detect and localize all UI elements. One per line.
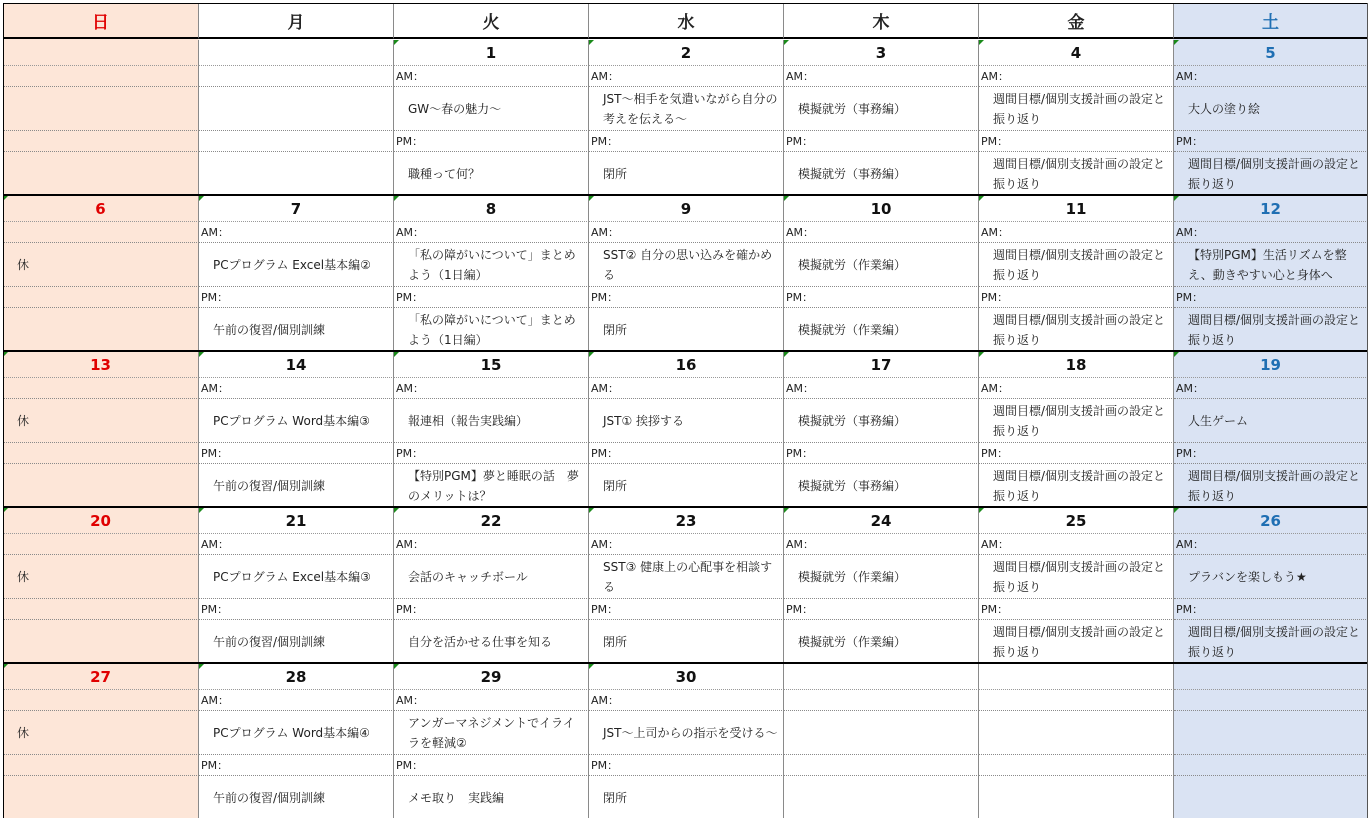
pm-program [199, 152, 394, 196]
pm-program: 週間目標/個別支援計画の設定と振り返り [1174, 152, 1368, 196]
pm-program: 週間目標/個別支援計画の設定と振り返り [1174, 464, 1368, 508]
am-label: AM： [589, 378, 784, 399]
am-program: 【特別PGM】生活リズムを整え、動きやすい心と身体へ [1174, 243, 1368, 287]
day-number [1174, 664, 1368, 690]
day-number: 28 [199, 664, 394, 690]
am-program: 「私の障がいについて」まとめよう（1日編） [394, 243, 589, 287]
am-program: SST② 自分の思い込みを確かめる [589, 243, 784, 287]
closed-marker: 休 [3, 711, 199, 755]
day-number: 30 [589, 664, 784, 690]
am-program [3, 87, 199, 131]
am-program: 週間目標/個別支援計画の設定と振り返り [979, 87, 1174, 131]
cell-note-marker [589, 40, 594, 45]
day-number: 11 [979, 196, 1174, 222]
pm-label: PM： [394, 599, 589, 620]
day-number: 2 [589, 40, 784, 66]
am-label [3, 534, 199, 555]
am-label: AM： [394, 222, 589, 243]
am-label [199, 66, 394, 87]
am-label [1174, 690, 1368, 711]
pm-program: 週間目標/個別支援計画の設定と振り返り [1174, 620, 1368, 664]
am-program [784, 711, 979, 755]
pm-label: PM： [589, 287, 784, 308]
day-number: 23 [589, 508, 784, 534]
am-label: AM： [979, 534, 1174, 555]
pm-label: PM： [199, 287, 394, 308]
day-number: 4 [979, 40, 1174, 66]
pm-program: 閉所 [589, 776, 784, 818]
pm-program: メモ取り 実践編 [394, 776, 589, 818]
pm-label [979, 755, 1174, 776]
am-program: 模擬就労（事務編） [784, 399, 979, 443]
day-number: 18 [979, 352, 1174, 378]
am-program: PCプログラム Excel基本編③ [199, 555, 394, 599]
pm-program: 午前の復習/個別訓練 [199, 464, 394, 508]
am-label [3, 690, 199, 711]
am-program: 人生ゲーム [1174, 399, 1368, 443]
am-label: AM： [589, 690, 784, 711]
am-label [979, 690, 1174, 711]
pm-program: 週間目標/個別支援計画の設定と振り返り [979, 620, 1174, 664]
am-label [784, 690, 979, 711]
pm-program: 週間目標/個別支援計画の設定と振り返り [1174, 308, 1368, 352]
am-label: AM： [784, 378, 979, 399]
cell-note-marker [979, 508, 984, 513]
pm-label: PM： [784, 599, 979, 620]
pm-program [979, 776, 1174, 818]
pm-program: 閉所 [589, 620, 784, 664]
pm-label: PM： [394, 287, 589, 308]
day-number: 19 [1174, 352, 1368, 378]
pm-label: PM： [394, 443, 589, 464]
weekday-sun: 日 [3, 3, 199, 39]
day-number: 29 [394, 664, 589, 690]
pm-label: PM： [1174, 443, 1368, 464]
cell-note-marker [394, 196, 399, 201]
pm-label: PM： [1174, 599, 1368, 620]
cell-note-marker [199, 196, 204, 201]
am-program: 週間目標/個別支援計画の設定と振り返り [979, 555, 1174, 599]
day-number: 21 [199, 508, 394, 534]
pm-program [3, 464, 199, 508]
weekday-tue: 火 [394, 3, 589, 39]
cell-note-marker [784, 40, 789, 45]
weekday-fri: 金 [979, 3, 1174, 39]
cell-note-marker [589, 352, 594, 357]
pm-label [3, 755, 199, 776]
pm-label: PM： [979, 287, 1174, 308]
pm-label [3, 599, 199, 620]
am-program: 模擬就労（事務編） [784, 87, 979, 131]
cell-note-marker [784, 508, 789, 513]
pm-label [3, 287, 199, 308]
pm-program: 閉所 [589, 152, 784, 196]
am-label: AM： [979, 378, 1174, 399]
am-label [3, 378, 199, 399]
pm-program: 週間目標/個別支援計画の設定と振り返り [979, 464, 1174, 508]
day-number: 13 [3, 352, 199, 378]
day-number: 17 [784, 352, 979, 378]
pm-program: 職種って何？ [394, 152, 589, 196]
am-program: JST～相手を気遣いながら自分の考えを伝える～ [589, 87, 784, 131]
pm-label: PM： [589, 443, 784, 464]
am-program: 報連相（報告実践編） [394, 399, 589, 443]
cell-note-marker [979, 196, 984, 201]
pm-program: 自分を活かせる仕事を知る [394, 620, 589, 664]
top-border [3, 3, 1368, 4]
pm-program: 模擬就労（作業編） [784, 620, 979, 664]
am-label: AM： [979, 222, 1174, 243]
pm-program: 週間目標/個別支援計画の設定と振り返り [979, 152, 1174, 196]
pm-label: PM： [1174, 287, 1368, 308]
day-number: 10 [784, 196, 979, 222]
pm-program: 週間目標/個別支援計画の設定と振り返り [979, 308, 1174, 352]
pm-label: PM： [394, 131, 589, 152]
pm-label: PM： [784, 131, 979, 152]
weekday-thu: 木 [784, 3, 979, 39]
am-program: GW～春の魅力～ [394, 87, 589, 131]
day-number: 27 [3, 664, 199, 690]
cell-note-marker [199, 352, 204, 357]
pm-label: PM： [979, 131, 1174, 152]
pm-label: PM： [979, 599, 1174, 620]
cell-note-marker [1174, 508, 1179, 513]
day-number: 22 [394, 508, 589, 534]
am-label: AM： [784, 222, 979, 243]
am-label: AM： [589, 66, 784, 87]
am-program: SST③ 健康上の心配事を相談する [589, 555, 784, 599]
am-program [979, 711, 1174, 755]
cell-note-marker [1174, 352, 1179, 357]
am-program: 会話のキャッチボール [394, 555, 589, 599]
day-number: 14 [199, 352, 394, 378]
am-program [199, 87, 394, 131]
pm-program [3, 776, 199, 818]
closed-marker: 休 [3, 243, 199, 287]
pm-label: PM： [784, 443, 979, 464]
day-number [3, 40, 199, 66]
pm-label: PM： [199, 443, 394, 464]
cell-note-marker [589, 196, 594, 201]
am-label: AM： [1174, 534, 1368, 555]
day-number: 9 [589, 196, 784, 222]
pm-label [1174, 755, 1368, 776]
pm-program [3, 308, 199, 352]
am-label: AM： [1174, 222, 1368, 243]
day-number: 24 [784, 508, 979, 534]
pm-program: 午前の復習/個別訓練 [199, 620, 394, 664]
weekday-wed: 水 [589, 3, 784, 39]
day-number: 7 [199, 196, 394, 222]
day-number: 20 [3, 508, 199, 534]
day-number [979, 664, 1174, 690]
am-label: AM： [589, 534, 784, 555]
cell-note-marker [979, 40, 984, 45]
day-number: 12 [1174, 196, 1368, 222]
pm-label: PM： [589, 131, 784, 152]
pm-label: PM： [589, 599, 784, 620]
am-label: AM： [199, 378, 394, 399]
cell-note-marker [979, 352, 984, 357]
day-number [199, 40, 394, 66]
am-label: AM： [394, 534, 589, 555]
pm-program: 午前の復習/個別訓練 [199, 308, 394, 352]
pm-label [199, 131, 394, 152]
pm-label: PM： [199, 755, 394, 776]
am-label: AM： [784, 66, 979, 87]
am-label [3, 222, 199, 243]
pm-program: 【特別PGM】夢と睡眠の話 夢のメリットは？ [394, 464, 589, 508]
pm-program: 閉所 [589, 308, 784, 352]
cell-note-marker [1174, 40, 1179, 45]
day-number: 15 [394, 352, 589, 378]
am-label: AM： [784, 534, 979, 555]
am-label: AM： [199, 222, 394, 243]
am-program [1174, 711, 1368, 755]
pm-program [3, 620, 199, 664]
day-number: 8 [394, 196, 589, 222]
cell-note-marker [589, 664, 594, 669]
am-program: 週間目標/個別支援計画の設定と振り返り [979, 243, 1174, 287]
pm-label: PM： [784, 287, 979, 308]
day-number: 5 [1174, 40, 1368, 66]
pm-label: PM： [1174, 131, 1368, 152]
pm-program: 模擬就労（作業編） [784, 308, 979, 352]
left-border [3, 3, 4, 818]
day-number: 25 [979, 508, 1174, 534]
am-program: PCプログラム Excel基本編② [199, 243, 394, 287]
day-number [784, 664, 979, 690]
pm-label [3, 443, 199, 464]
closed-marker: 休 [3, 399, 199, 443]
cell-note-marker [394, 664, 399, 669]
pm-program: 模擬就労（事務編） [784, 464, 979, 508]
am-program: 模擬就労（作業編） [784, 243, 979, 287]
day-number: 3 [784, 40, 979, 66]
day-number: 16 [589, 352, 784, 378]
cell-note-marker [1174, 196, 1179, 201]
am-label: AM： [394, 66, 589, 87]
am-program: JST① 挨拶する [589, 399, 784, 443]
am-label: AM： [1174, 66, 1368, 87]
cell-note-marker [394, 508, 399, 513]
pm-label: PM： [589, 755, 784, 776]
day-number: 6 [3, 196, 199, 222]
cell-note-marker [589, 508, 594, 513]
weekday-sat: 土 [1174, 3, 1368, 39]
am-program: PCプログラム Word基本編③ [199, 399, 394, 443]
am-program: 大人の塗り絵 [1174, 87, 1368, 131]
am-program: 模擬就労（作業編） [784, 555, 979, 599]
am-label: AM： [199, 690, 394, 711]
am-program: JST～上司からの指示を受ける～ [589, 711, 784, 755]
pm-label [784, 755, 979, 776]
am-program: プラバンを楽しもう★ [1174, 555, 1368, 599]
pm-program: 「私の障がいについて」まとめよう（1日編） [394, 308, 589, 352]
weekday-mon: 月 [199, 3, 394, 39]
cell-note-marker [199, 664, 204, 669]
cell-note-marker [784, 352, 789, 357]
am-label: AM： [979, 66, 1174, 87]
pm-program [3, 152, 199, 196]
cell-note-marker [394, 352, 399, 357]
cell-note-marker [784, 196, 789, 201]
cell-note-marker [199, 508, 204, 513]
am-program: PCプログラム Word基本編④ [199, 711, 394, 755]
pm-program: 午前の復習/個別訓練 [199, 776, 394, 818]
pm-program: 閉所 [589, 464, 784, 508]
day-number: 26 [1174, 508, 1368, 534]
pm-label [3, 131, 199, 152]
pm-program [784, 776, 979, 818]
am-program: 週間目標/個別支援計画の設定と振り返り [979, 399, 1174, 443]
closed-marker: 休 [3, 555, 199, 599]
am-program: アンガーマネジメントでイライラを軽減② [394, 711, 589, 755]
right-border [1367, 3, 1368, 818]
am-label: AM： [199, 534, 394, 555]
cell-note-marker [394, 40, 399, 45]
pm-program [1174, 776, 1368, 818]
am-label: AM： [394, 690, 589, 711]
am-label: AM： [394, 378, 589, 399]
am-label [3, 66, 199, 87]
pm-label: PM： [979, 443, 1174, 464]
pm-label: PM： [394, 755, 589, 776]
day-number: 1 [394, 40, 589, 66]
am-label: AM： [1174, 378, 1368, 399]
pm-label: PM： [199, 599, 394, 620]
am-label: AM： [589, 222, 784, 243]
pm-program: 模擬就労（事務編） [784, 152, 979, 196]
